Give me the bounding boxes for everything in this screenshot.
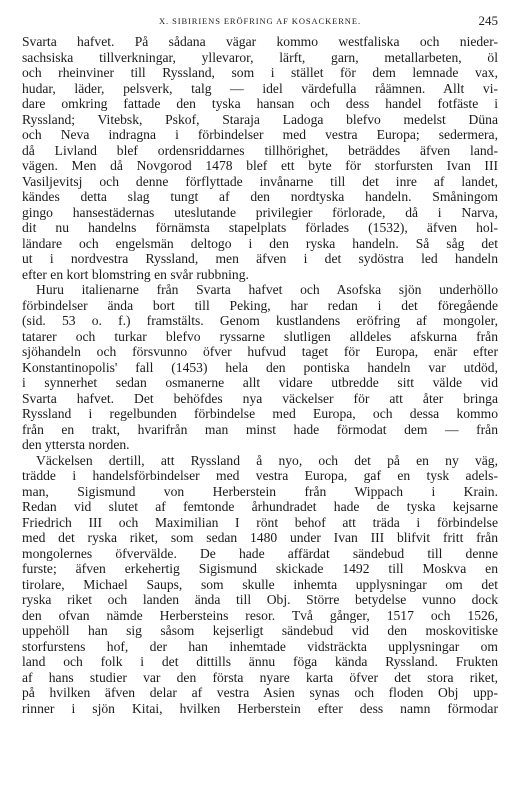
text-line: storfurstens hof, der han inhemtade vidsträckta upplysningar om	[22, 638, 498, 654]
text-line: Huru italienarne från Svarta hafvet och Asofska sjön underhöllo	[36, 282, 498, 297]
text-line: på hvilken äfven delar af vestra Asien synas och floden Obj upp-	[22, 685, 498, 700]
text-line: och rheinviner till Ryssland, som i stället för dem lemnade vax,	[22, 65, 498, 80]
text-line: land och folk i det dittills ännu föga kända Ryssland. Frukten	[22, 654, 498, 669]
text-line: Svarta hafvet. På sådana vägar kommo westfaliska och nieder-	[22, 34, 498, 49]
text-line: dare omkring fattade den tyska hansan och dess handel fotfäste i	[22, 96, 498, 111]
text-line: af hans studier var den första nyare karta öfver det stora riket,	[22, 669, 498, 685]
text-line: då Livland blef ordensriddarnes tillhörighet, beträddes äfven land-	[22, 142, 498, 158]
text-line: sjöhandeln och försvunno öfver hufvud taget för Europa, enär efter	[22, 344, 498, 359]
paragraph	[22, 34, 498, 282]
text-line: efter en kort blomstring en svår rubbning.	[22, 266, 249, 282]
text-line: förbindelser ända bort till Peking, har redan i det föregående	[22, 297, 498, 313]
text-line: Väckelsen dertill, att Ryssland å nyo, och det på en ny väg,	[36, 452, 498, 468]
text-line: Svarta hafvet. Det behöfdes nya väckelser för att åter bringa	[22, 390, 498, 406]
text-line: Vasiljevitsj och denne förflyttade invånarne till det inre af landet,	[22, 173, 498, 189]
text-line: från en trakt, hvarifrån man minst hade förmodat dem — från	[22, 421, 498, 437]
text-line: den ofvan nämde Herbersteins resor. Två gånger, 1517 och 1526,	[22, 607, 498, 623]
text-line: Ryssland i regelbunden förbindelse med Europa, och dessa kommo	[22, 406, 498, 421]
text-line: furste; äfven erkehertig Sigismund skickade 1492 till Moskva en	[22, 561, 498, 576]
text-line: rinner i sjön Kitai, hvilken Herberstein efter dess namn förmodar	[22, 700, 498, 716]
text-line: Redan vid slutet af femtonde århundradet hade de tyska kejsarne	[22, 499, 498, 514]
paragraph	[22, 282, 498, 453]
paragraph	[22, 453, 498, 717]
text-line: Konstantinopolis' fall (1453) hela den pontiska handeln var utdöd,	[22, 359, 498, 375]
text-line: med det ryska riket, som sedan 1480 under Ivan III blifvit fritt från	[22, 530, 498, 545]
text-line: Friedrich III och Maximilian I rönt behof att träda i förbindelse	[22, 514, 498, 530]
text-line: mongolernes öfvervälde. De hade affärdat sändebud till denne	[22, 545, 498, 561]
text-line: tirolare, Michael Saups, som skulle inhemta upplysningar om det	[22, 576, 498, 592]
book-page	[22, 12, 498, 716]
text-line: sachsiska tillverkningar, yllevaror, lärft, garn, metallarbeten, öl	[22, 49, 498, 65]
text-line: i synnerhet sedan osmanerne allt vidare utbredde sitt välde vid	[22, 375, 498, 390]
text-line: ut i nordvestra Ryssland, men äfven i det sydöstra led handeln	[22, 251, 498, 266]
text-line: ländare och engelsmän deltogo i den ryska handeln. Så såg det	[22, 235, 498, 251]
page-header	[22, 12, 498, 34]
text-line: dit nu handelns förnämsta stapelplats förlades (1532), äfven hol-	[22, 220, 498, 235]
text-line: gingo hansestädernas uteslutande privilegier förlorade, då i Narva,	[22, 204, 498, 220]
body-text	[22, 34, 498, 716]
text-line: den yttersta norden.	[22, 437, 130, 452]
text-line: uppehöll han sig såsom kejserligt sändebud vid den moskovitiske	[22, 623, 498, 638]
text-line: trädde i handelsförbindelser med vestra Europa, gaf en tysk adels-	[22, 468, 498, 483]
text-line: Ryssland; Vitebsk, Pskof, Staraja Ladoga blefvo medelst Düna	[22, 111, 498, 127]
text-line: kändes detta slag tungt af den nordtyska handeln. Småningom	[22, 189, 498, 204]
text-line: (sid. 53 o. f.) framstälts. Genom kustlandens eröfring af mongoler,	[22, 313, 498, 328]
text-line: hudar, läder, pelsverk, talg — idel värdefulla råämnen. Allt vi-	[22, 80, 498, 96]
text-line: tatarer och turkar blefvo ryssarne slutligen alldeles afskurna från	[22, 328, 498, 344]
text-line: ryska riket och landen ända till Obj. Större betydelse vunno dock	[22, 592, 498, 607]
running-head: X. SIBIRIENS ERÖFRING AF KOSACKERNE.	[159, 16, 361, 26]
text-line: man, Sigismund von Herberstein från Wippach i Krain.	[22, 483, 498, 499]
text-line: vägen. Men då Novgorod 1478 blef ett byte för storfursten Ivan III	[22, 158, 498, 173]
page-number: 245	[478, 13, 498, 28]
text-line: och Neva indragna i förbindelser med vestra Europa; sedermera,	[22, 127, 498, 142]
